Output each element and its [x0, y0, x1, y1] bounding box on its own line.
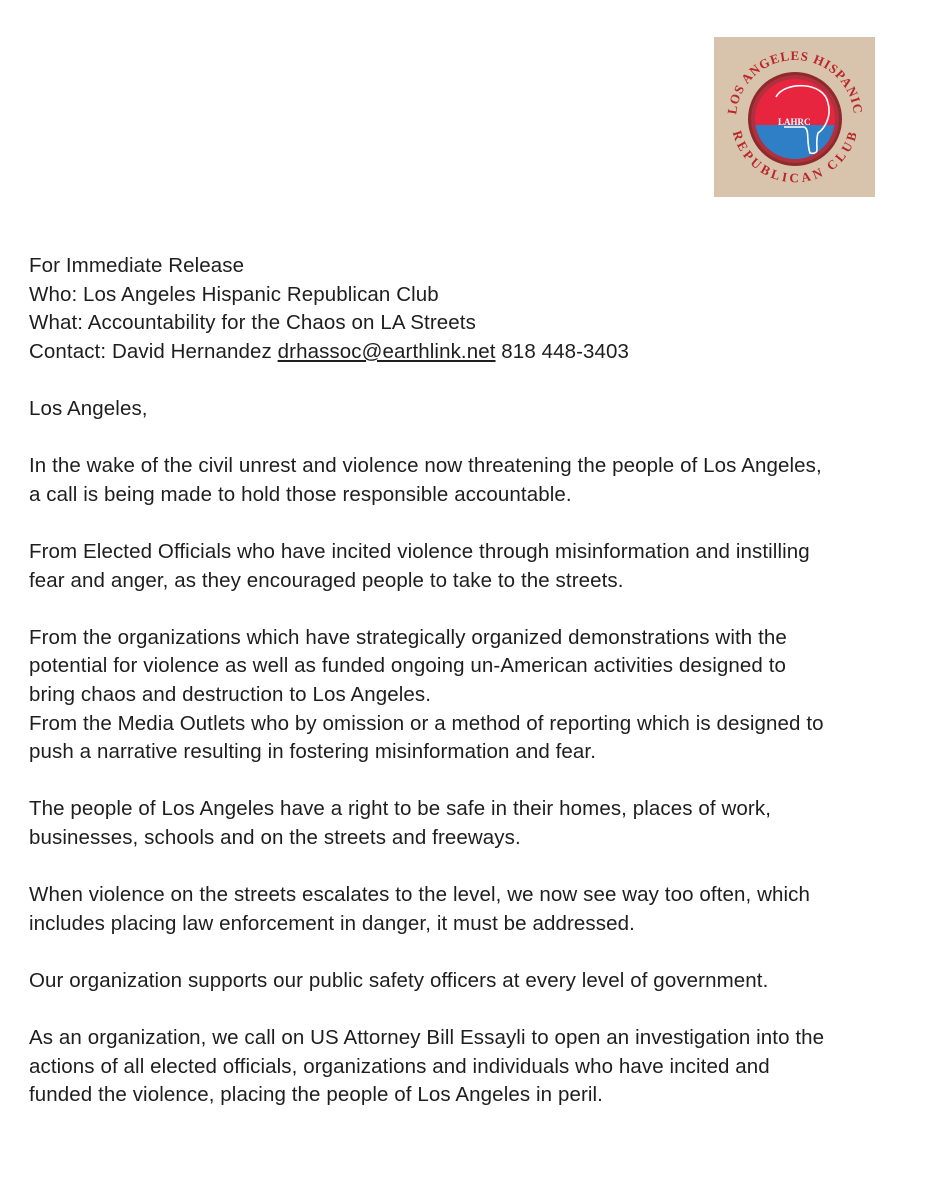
who-line: Who: Los Angeles Hispanic Republican Club	[29, 282, 439, 306]
paragraph	[29, 538, 909, 595]
contact-email-link[interactable]: drhassoc@earthlink.net	[277, 339, 496, 363]
svg-text:LOS ANGELES HISPANIC: LOS ANGELES HISPANIC	[724, 47, 866, 116]
paragraph	[29, 624, 909, 767]
paragraph-line: a call is being made to hold those responsible accountable.	[29, 482, 572, 506]
paragraph-line: bring chaos and destruction to Los Angeles.	[29, 682, 432, 706]
paragraph-line: From the Media Outlets who by omission or a method of reporting which is designed to	[29, 711, 824, 735]
paragraph-line: funded the violence, placing the people of Los Angeles in peril.	[29, 1083, 603, 1107]
lahrc-logo	[714, 37, 875, 197]
contact-name: Contact: David Hernandez	[29, 339, 278, 363]
paragraph-line: The people of Los Angeles have a right to be safe in their homes, places of work,	[29, 797, 771, 821]
logo-center-text: LAHRC	[778, 117, 811, 127]
release-label: For Immediate Release	[29, 254, 245, 277]
paragraph-line: fear and anger, as they encouraged people to take to the streets.	[29, 568, 624, 592]
paragraph	[29, 795, 909, 852]
paragraph	[29, 1024, 909, 1110]
paragraph-line: As an organization, we call on US Attorney Bill Essayli to open an investigation into the	[29, 1026, 825, 1050]
what-line: What: Accountability for the Chaos on LA Streets	[29, 311, 476, 335]
press-release	[29, 252, 909, 1110]
paragraph-line: Our organization supports our public safety officers at every level of government.	[29, 968, 769, 992]
paragraph-line: In the wake of the civil unrest and violence now threatening the people of Los Angeles,	[29, 454, 822, 478]
paragraph-line: businesses, schools and on the streets and freeways.	[29, 825, 521, 849]
paragraph-line: From the organizations which have strategically organized demonstrations with the	[29, 625, 787, 649]
paragraph-line: potential for violence as well as funded ongoing un-American activities designed to	[29, 654, 786, 678]
paragraph	[29, 452, 909, 509]
contact-line	[29, 338, 909, 367]
paragraph	[29, 881, 909, 938]
paragraph-line: push a narrative resulting in fostering misinformation and fear.	[29, 740, 597, 764]
paragraph-line: From Elected Officials who have incited violence through misinformation and instilling	[29, 539, 810, 563]
svg-text:REPUBLICAN CLUB: REPUBLICAN CLUB	[729, 128, 861, 186]
paragraph	[29, 967, 909, 996]
paragraph-line: When violence on the streets escalates to the level, we now see way too often, which	[29, 883, 810, 907]
contact-phone: 818 448-3403	[495, 339, 630, 363]
paragraph-line: includes placing law enforcement in danger, it must be addressed.	[29, 911, 635, 935]
salutation: Los Angeles,	[29, 396, 148, 420]
paragraph-line: actions of all elected officials, organizations and individuals who have incited and	[29, 1054, 770, 1078]
